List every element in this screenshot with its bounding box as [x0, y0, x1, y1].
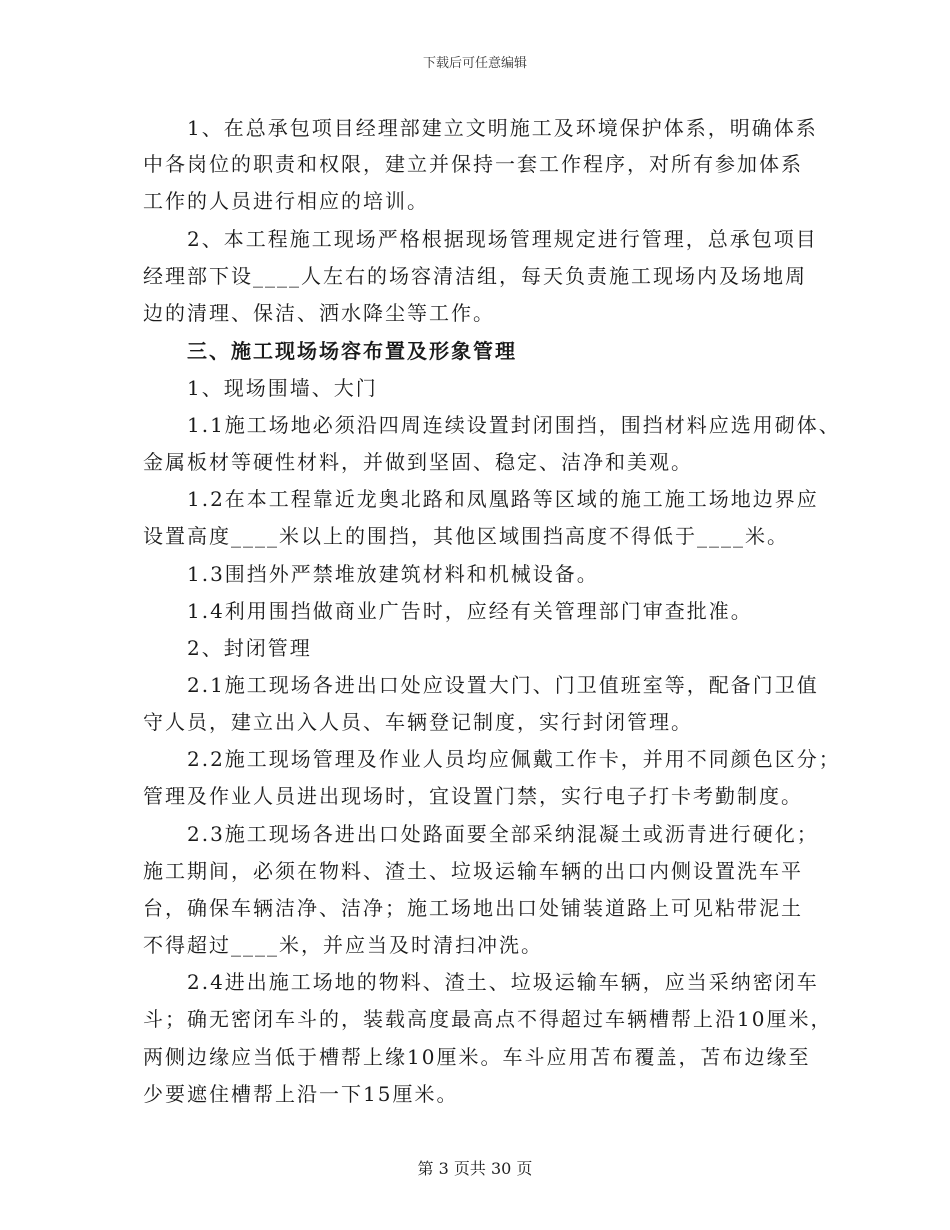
paragraph-line: 2.3施工现场各进出口处路面要全部采纳混凝土或沥青进行硬化； [187, 822, 819, 846]
paragraph-line: 中各岗位的职责和权限，建立并保持一套工作程序，对所有参加体系 [143, 152, 803, 176]
paragraph-line: 边的清理、保洁、洒水降尘等工作。 [143, 301, 495, 325]
paragraph-line: 台，确保车辆洁净、洁净；施工场地出口处铺装道路上可见粘带泥土 [143, 896, 803, 920]
paragraph-line: 1、在总承包项目经理部建立文明施工及环境保护体系，明确体系 [187, 116, 818, 140]
paragraph-line: 设置高度____米以上的围挡，其他区域围挡高度不得低于____米。 [143, 524, 789, 548]
paragraph-line: 经理部下设____人左右的场容清洁组，每天负责施工现场内及场地周 [143, 264, 807, 288]
paragraph-line: 1.2在本工程靠近龙奥北路和凤凰路等区域的施工施工场地边界应 [187, 487, 819, 511]
page-footer: 第 3 页共 30 页 [417, 1159, 533, 1178]
paragraph-line: 1.1施工场地必须沿四周连续设置封闭围挡，围挡材料应选用砌体、 [187, 413, 841, 437]
paragraph-line: 两侧边缘应当低于槽帮上缘10厘米。车斗应用苫布覆盖，苫布边缘至 [143, 1045, 811, 1069]
paragraph-line: 工作的人员进行相应的培训。 [143, 189, 429, 213]
paragraph-line: 斗；确无密闭车斗的，装载高度最高点不得超过车辆槽帮上沿10厘米， [143, 1007, 833, 1031]
paragraph-line: 1.3围挡外严禁堆放建筑材料和机械设备。 [187, 562, 599, 586]
page-header: 下载后可任意编辑 [422, 56, 527, 71]
section-heading: 三、施工现场场容布置及形象管理 [187, 339, 517, 363]
paragraph-line: 2.4进出施工场地的物料、渣土、垃圾运输车辆，应当采纳密闭车 [187, 970, 819, 994]
subsection-heading: 1、现场围墙、大门 [187, 376, 378, 400]
paragraph-line: 少要遮住槽帮上沿一下15厘米。 [143, 1082, 459, 1106]
paragraph-line: 2.2施工现场管理及作业人员均应佩戴工作卡，并用不同颜色区分； [187, 747, 841, 771]
subsection-heading: 2、封闭管理 [187, 636, 312, 660]
paragraph-line: 2.1施工现场各进出口处应设置大门、门卫值班室等，配备门卫值 [187, 673, 819, 697]
paragraph-line: 管理及作业人员进出现场时，宜设置门禁，实行电子打卡考勤制度。 [143, 784, 803, 808]
paragraph-line: 施工期间，必须在物料、渣土、垃圾运输车辆的出口内侧设置洗车平 [143, 859, 803, 883]
paragraph-line: 不得超过____米，并应当及时清扫冲洗。 [143, 933, 543, 957]
paragraph-line: 2、本工程施工现场严格根据现场管理规定进行管理，总承包项目 [187, 227, 818, 251]
paragraph-line: 金属板材等硬性材料，并做到坚固、稳定、洁净和美观。 [143, 450, 693, 474]
paragraph-line: 1.4利用围挡做商业广告时，应经有关管理部门审查批准。 [187, 599, 753, 623]
paragraph-line: 守人员，建立出入人员、车辆登记制度，实行封闭管理。 [143, 710, 693, 734]
